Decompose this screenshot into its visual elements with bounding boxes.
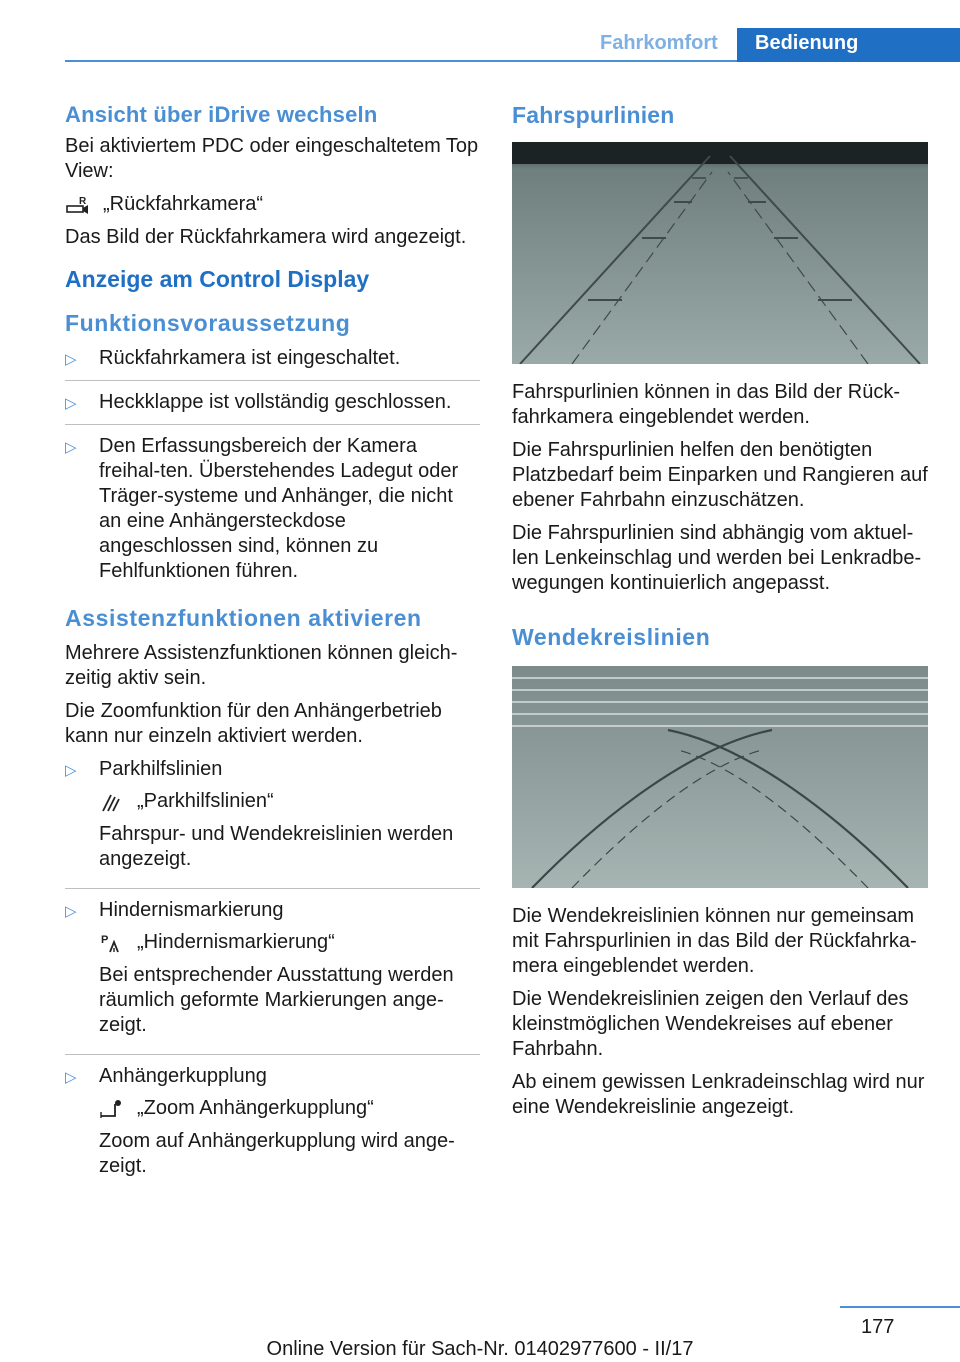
menu-item-rueckfahrkamera [65,192,480,217]
section-title-assistenzfunktionen: Assistenzfunktionen aktivieren [65,605,422,631]
section-title-control-display: Anzeige am Control Display [65,266,370,292]
list-item-anhaengerkupplung [65,1064,480,1195]
section-title-funktionsvoraussetzung: Funktionsvoraussetzung [65,310,351,336]
triangle-bullet-icon: ▷ [65,395,77,412]
lane-lines-image [512,142,928,364]
item-label: Parkhilfslinien [99,758,223,780]
item-description: Bei entsprechender Ausstattung werden räumlich geformte Markierungen ange-zeigt. [99,964,454,1036]
parking-lines-icon [99,791,125,813]
page-number: 177 [861,1316,895,1338]
list-item: ▷ Den Erfassungsbereich der Kamera freihal-ten. Überstehendes Ladegut oder Träger-systeme und Anhänger, die nicht an eine Anhängersteckdose angeschlossen sind, können zu Fehlfunktionen führen. [65,435,459,582]
turning-circle-image [512,666,928,888]
triangle-bullet-icon: ▷ [65,351,77,368]
right-column [512,100,932,1128]
menu-item-hindernismarkierung [99,930,480,955]
menu-label: „Hindernismarkierung“ [137,931,335,953]
item-label: Anhängerkupplung [99,1065,267,1087]
svg-text:R: R [79,195,87,207]
lane-paragraph-1: Fahrspurlinien können in das Bild der Rück-fahrkamera eingeblendet werden. [512,381,900,428]
item-label: Hindernismarkierung [99,899,284,921]
lane-paragraph-3: Die Fahrspurlinien sind abhängig vom aktuel-len Lenkeinschlag und werden bei Lenkradbe-wegungen kontinuierlich angepasst. [512,522,922,594]
list-item: ▷ Heckklappe ist vollständig geschlossen. [65,390,480,425]
menu-label: „Parkhilfslinien“ [137,790,274,812]
triangle-bullet-icon: ▷ [65,439,77,456]
section-title-idrive: Ansicht über iDrive wechseln [65,102,378,127]
menu-label: „Zoom Anhängerkupplung“ [137,1097,374,1119]
rear-camera-icon [65,194,91,216]
idrive-result: Das Bild der Rückfahrkamera wird angezeigt. [65,226,467,248]
menu-item-parkhilfslinien [99,789,480,814]
triangle-bullet-icon: ▷ [65,1069,77,1086]
lane-paragraph-2: Die Fahrspurlinien helfen den benötigten Platzbedarf beim Einparken und Rangieren auf ebener Fahrbahn einzuschätzen. [512,439,928,511]
left-column [65,100,480,1204]
turning-paragraph-3: Ab einem gewissen Lenkradeinschlag wird nur eine Wendekreislinie angezeigt. [512,1071,925,1118]
turning-paragraph-1: Die Wendekreislinien können nur gemeinsam mit Fahrspurlinien in das Bild der Rückfahrka-mera eingeblendet werden. [512,905,917,977]
triangle-bullet-icon: ▷ [65,903,77,920]
online-version-note: Online Version für Sach-Nr. 01402977600 - II/17 [266,1338,694,1360]
list-item: ▷ Rückfahrkamera ist eingeschaltet. [65,346,480,381]
svg-text:P: P [101,933,109,946]
menu-label-rueckfahrkamera: „Rückfahrkamera“ [103,193,264,215]
assist-paragraph-1: Mehrere Assistenzfunktionen können gleich-zeitig aktiv sein. [65,642,458,689]
list-item-parkhilfslinien [65,757,480,889]
assist-paragraph-2: Die Zoomfunktion für den Anhängerbetrieb kann nur einzeln aktiviert werden. [65,700,442,747]
triangle-bullet-icon: ▷ [65,762,77,779]
menu-item-zoom-anhaengerkupplung [99,1096,480,1121]
item-description: Zoom auf Anhängerkupplung wird ange-zeigt. [99,1130,455,1177]
list-item-hindernismarkierung [65,898,480,1055]
turning-paragraph-2: Die Wendekreislinien zeigen den Verlauf des kleinstmöglichen Wendekreises auf ebener Fahrbahn. [512,988,909,1060]
footer-rule [840,1306,960,1308]
trailer-hitch-icon [99,1098,125,1120]
obstacle-marker-icon [99,932,125,954]
tab-bedienung[interactable]: Bedienung [737,28,960,62]
assist-functions-list [65,757,480,1195]
idrive-condition: Bei aktiviertem PDC oder eingeschaltetem Top View: [65,135,479,182]
section-title-fahrspurlinien: Fahrspurlinien [512,102,675,128]
section-title-wendekreislinien: Wendekreislinien [512,624,711,650]
item-description: Fahrspur- und Wendekreislinien werden angezeigt. [99,823,454,870]
tab-fahrkomfort[interactable]: Fahrkomfort [600,32,718,54]
requirements-list [65,346,480,593]
